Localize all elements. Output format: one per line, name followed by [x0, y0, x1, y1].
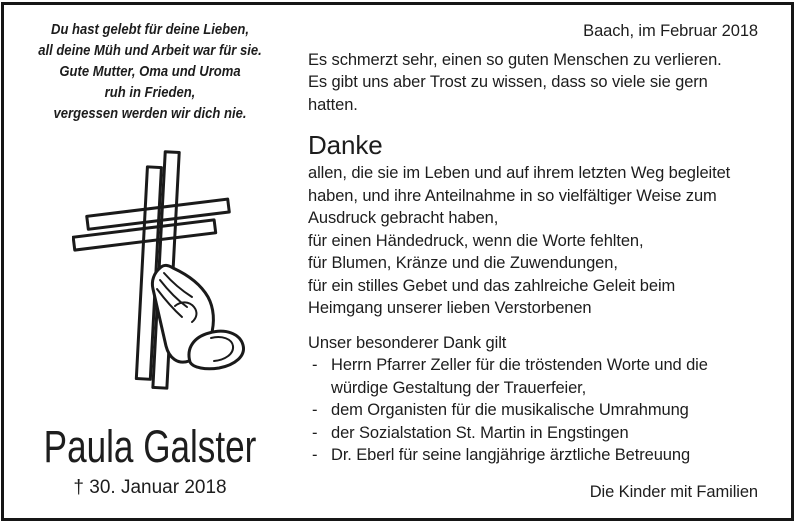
text-line: vergessen werden wir dich nie. — [53, 106, 247, 122]
text-line: Es gibt uns aber Trost zu wissen, dass so viele sie gern — [308, 73, 708, 91]
text-line: würdige Gestaltung der Trauerfeier, — [331, 378, 587, 397]
text-line: dem Organisten für die musikalische Umrahmung — [331, 401, 689, 419]
special-thanks-list — [308, 354, 758, 467]
special-thanks-intro: Unser besonderer Dank gilt — [308, 333, 507, 352]
text-line: für ein stilles Gebet und das zahlreiche Geleit beim — [308, 276, 676, 295]
signature: Die Kinder mit Familien — [589, 482, 758, 501]
text-line: Herrn Pfarrer Zeller für die tröstenden Worte und die — [331, 356, 708, 374]
list-item — [308, 444, 758, 467]
praying-hands-cross-icon — [72, 146, 262, 398]
list-item — [308, 399, 758, 422]
text-line: haben, und ihre Anteilnahme in so vielfältiger Weise zum — [308, 186, 717, 205]
text-line: Dr. Eberl für seine langjährige ärztliche Betreuung — [331, 446, 691, 464]
text-line: für einen Händedruck, wenn die Worte fehlten, — [308, 231, 644, 250]
list-item — [308, 422, 758, 445]
intro-paragraph — [308, 49, 758, 117]
text-line: Es schmerzt sehr, einen so guten Menschen zu verlieren. — [308, 50, 722, 69]
memorial-verse — [29, 20, 272, 125]
text-line: der Sozialstation St. Martin in Engstingen — [331, 423, 629, 442]
text-line: all deine Müh und Arbeit war für sie. — [38, 43, 262, 59]
text-line: ruh in Frieden, — [104, 85, 196, 101]
deceased-name: Paula Galster — [43, 421, 257, 472]
dash-marker: - — [312, 356, 318, 374]
dash-marker: - — [312, 446, 318, 464]
dash-marker: - — [312, 423, 318, 442]
text-line: allen, die sie im Leben und auf ihrem letzten Weg begleitet — [308, 164, 731, 182]
text-line: Ausdruck gebracht haben, — [308, 209, 499, 227]
text-line: für Blumen, Kränze und die Zuwendungen, — [308, 254, 618, 272]
list-item — [308, 354, 758, 399]
dateline: Baach, im Februar 2018 — [583, 22, 758, 40]
dash-marker: - — [312, 401, 318, 419]
text-line: Gute Mutter, Oma und Uroma — [59, 64, 241, 80]
thanks-paragraph — [308, 162, 758, 320]
text-line: Heimgang unserer lieben Verstorbenen — [308, 299, 592, 317]
text-line: Du hast gelebt für deine Lieben, — [51, 22, 249, 38]
death-date: † 30. Januar 2018 — [73, 477, 227, 498]
right-column — [308, 20, 758, 503]
text-line: hatten. — [308, 95, 358, 114]
left-column — [0, 0, 300, 527]
thanks-heading: Danke — [308, 130, 383, 160]
